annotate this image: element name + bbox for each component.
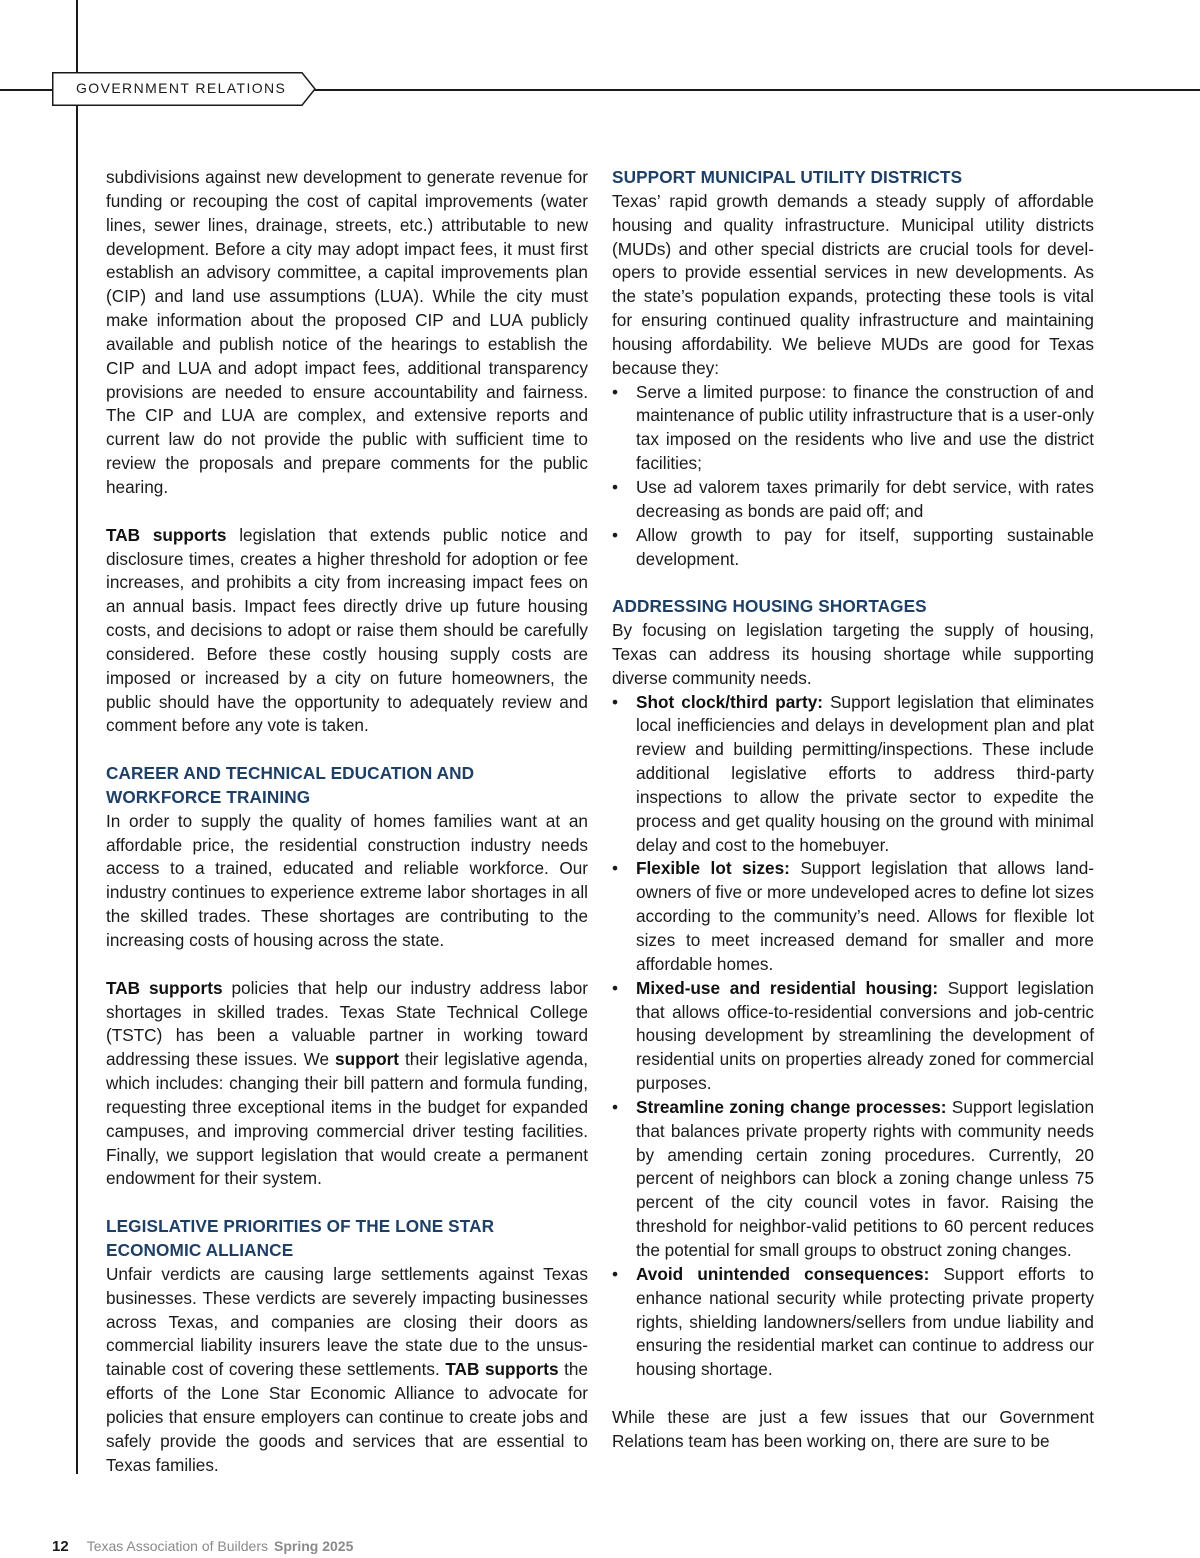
list-item: • Mixed-use and residential housing: Support legislation that allows office-to-residential conversions and job-centric housing development by streamlining the development of residential units on properties already zoned for commercial purposes. (612, 977, 1094, 1094)
left-column (106, 166, 588, 1477)
list-item: • Allow growth to pay for itself, supporting sustainable development. (612, 524, 1094, 569)
issue-label: Spring 2025 (274, 1538, 354, 1554)
housing-shortages-heading: ADDRESSING HOUSING SHORTAGES (612, 596, 927, 617)
list-item: • Streamline zoning change processes: Support legislation that balances private property rights with community needs by amending certain zoning procedures. Currently, 20 percent of neighbors can block a zoning change unless 75 percent of the city council votes in favor. Raising the threshold for neighbor-valid petitions to 60 percent reduces the potential for small groups to obstruct zoning changes. (612, 1096, 1095, 1260)
publication-name: Texas Association of Builders (86, 1538, 269, 1554)
bullet-icon: • (612, 524, 619, 545)
mud-bullet-list (612, 381, 1094, 572)
page-footer (52, 1538, 353, 1555)
bullet-icon: • (612, 1263, 619, 1284)
bullet-icon: • (612, 858, 619, 879)
right-column (612, 166, 1094, 1454)
tab-supports-label: TAB supports (106, 977, 223, 998)
closing-paragraph: While these are just a few issues that our Government Relations team has been working on, there are sure to be (612, 1406, 1094, 1451)
mud-paragraph: Texas’ rapid growth demands a steady supply of affordable housing and quality infrastructure. Municipal utility districts (MUDs) and other special districts are crucial tools for developers to provide essential services in new developments. As the state’s population expands, protecting these tools is vital for ensuring continued quality infrastructure and maintaining housing affordability. We believe MUDs are good for Texas because they: (612, 190, 1094, 378)
workforce-paragraph: In order to supply the quality of homes families want at an affordable price, the residential construction industry needs access to a trained, educated and reliable workforce. Our industry continues to experience extreme labor shortages in all the skilled trades. These shortages are contributing to the increasing costs of housing across the state. (106, 810, 588, 950)
bullet-icon: • (612, 691, 619, 712)
bullet-icon: • (612, 977, 619, 998)
list-item: • Avoid unintended consequences: Support efforts to enhance national security while protecting private property rights, shielding landowners/sellers from undue liability and ensuring the residential market can continue to address our housing shortage. (612, 1263, 1094, 1380)
list-item: • Use ad valorem taxes primarily for debt service, with rates decreasing as bonds are paid off; and (612, 476, 1094, 521)
housing-bullet-list (612, 691, 1094, 1382)
lone-star-heading: LEGISLATIVE PRIORITIES OF THE LONE STAR ECONOMIC ALLIANCE (106, 1216, 495, 1260)
lone-star-paragraph: Unfair verdicts are causing large settlements against Texas businesses. These verdicts are severely impacting businesses across Texas, and companies are closing their doors as commercial liability insurers leave the state due to the unsustainable cost of covering these settlements. TAB supports the efforts of the Lone Star Economic Alliance to advocate for policies that ensure employers can continue to create jobs and safely provide the goods and services that are essential to Texas families. (106, 1263, 588, 1475)
list-item: • Shot clock/third party: Support legislation that eliminates local inefficiencies and delays in development plan and plat review and building permitting/inspections. These include additional legislative efforts to address third-party inspections to allow the private sector to expedite the process and get quality housing on the ground with minimal delay and cost to the homebuyer. (612, 691, 1094, 855)
tstc-paragraph: TAB supports policies that help our industry address labor shortages in skilled trades. Texas State Technical College (TSTC) has been a valuable partner in working toward addressing these issues. We support their legislative agenda, which includes: changing their bill pattern and formula funding, requesting three exceptional items in the budget for expanded campuses, and improving commercial driver testing facilities. Finally, we support legislation that would create a permanent endowment for their system. (106, 977, 588, 1189)
tab-supports-label: TAB supports (106, 524, 227, 545)
housing-paragraph: By focusing on legislation targeting the supply of housing, Texas can address its housing shortage while supporting diverse community needs. (612, 620, 1094, 688)
list-item: • Flexible lot sizes: Support legislation that allows landowners of five or more undeveloped acres to define lot sizes according to the community’s need. Allows for flexible lot sizes to meet increased demand for smaller and more affordable homes. (612, 858, 1094, 974)
bullet-icon: • (612, 1096, 619, 1117)
list-item: • Serve a limited purpose: to finance the construction of and maintenance of public utility infrastructure that is a user-only tax imposed on the residents who live and use the district facilities; (612, 381, 1094, 474)
impact-fees-paragraph: subdivisions against new development to generate revenue for funding or recouping the cost of capital improvements (water lines, sewer lines, drainage, streets, etc.) attributable to new development. Before a city may adopt impact fees, it must first establish an advisory committee, a capital improvements plan (CIP) and land use assumptions (LUA). While the city must make information about the proposed CIP and LUA publicly available and publish notice of the hearings to establish the CIP and LUA and adopt impact fees, additional transparency provisions are needed to ensure accountability and fairness. The CIP and LUA are complex, and extensive reports and current law do not provide the public with sufficient time to review the proposals and prepare comments for the public hearing. (106, 167, 588, 497)
page-number: 12 (52, 1538, 69, 1555)
section-label: GOVERNMENT RELATIONS (76, 80, 287, 96)
section-tab (52, 72, 316, 106)
career-education-heading: CAREER AND TECHNICAL EDUCATION AND WORKFORCE TRAINING (106, 763, 475, 807)
mud-heading: SUPPORT MUNICIPAL UTILITY DISTRICTS (612, 167, 963, 187)
bullet-icon: • (612, 476, 619, 497)
bullet-icon: • (612, 381, 619, 402)
vertical-rule (76, 0, 78, 1474)
impact-fees-support-paragraph: TAB supports legislation that extends public notice and disclosure times, creates a higher threshold for adoption or fee increases, and prohibits a city from increasing impact fees on an annual basis. Impact fees directly drive up future housing costs, and decisions to adopt or raise them should be carefully considered. Before these costly housing supply costs are imposed or increased by a city on future homeowners, the public should have the opportunity to adequately review and comment before any vote is taken. (106, 524, 588, 736)
